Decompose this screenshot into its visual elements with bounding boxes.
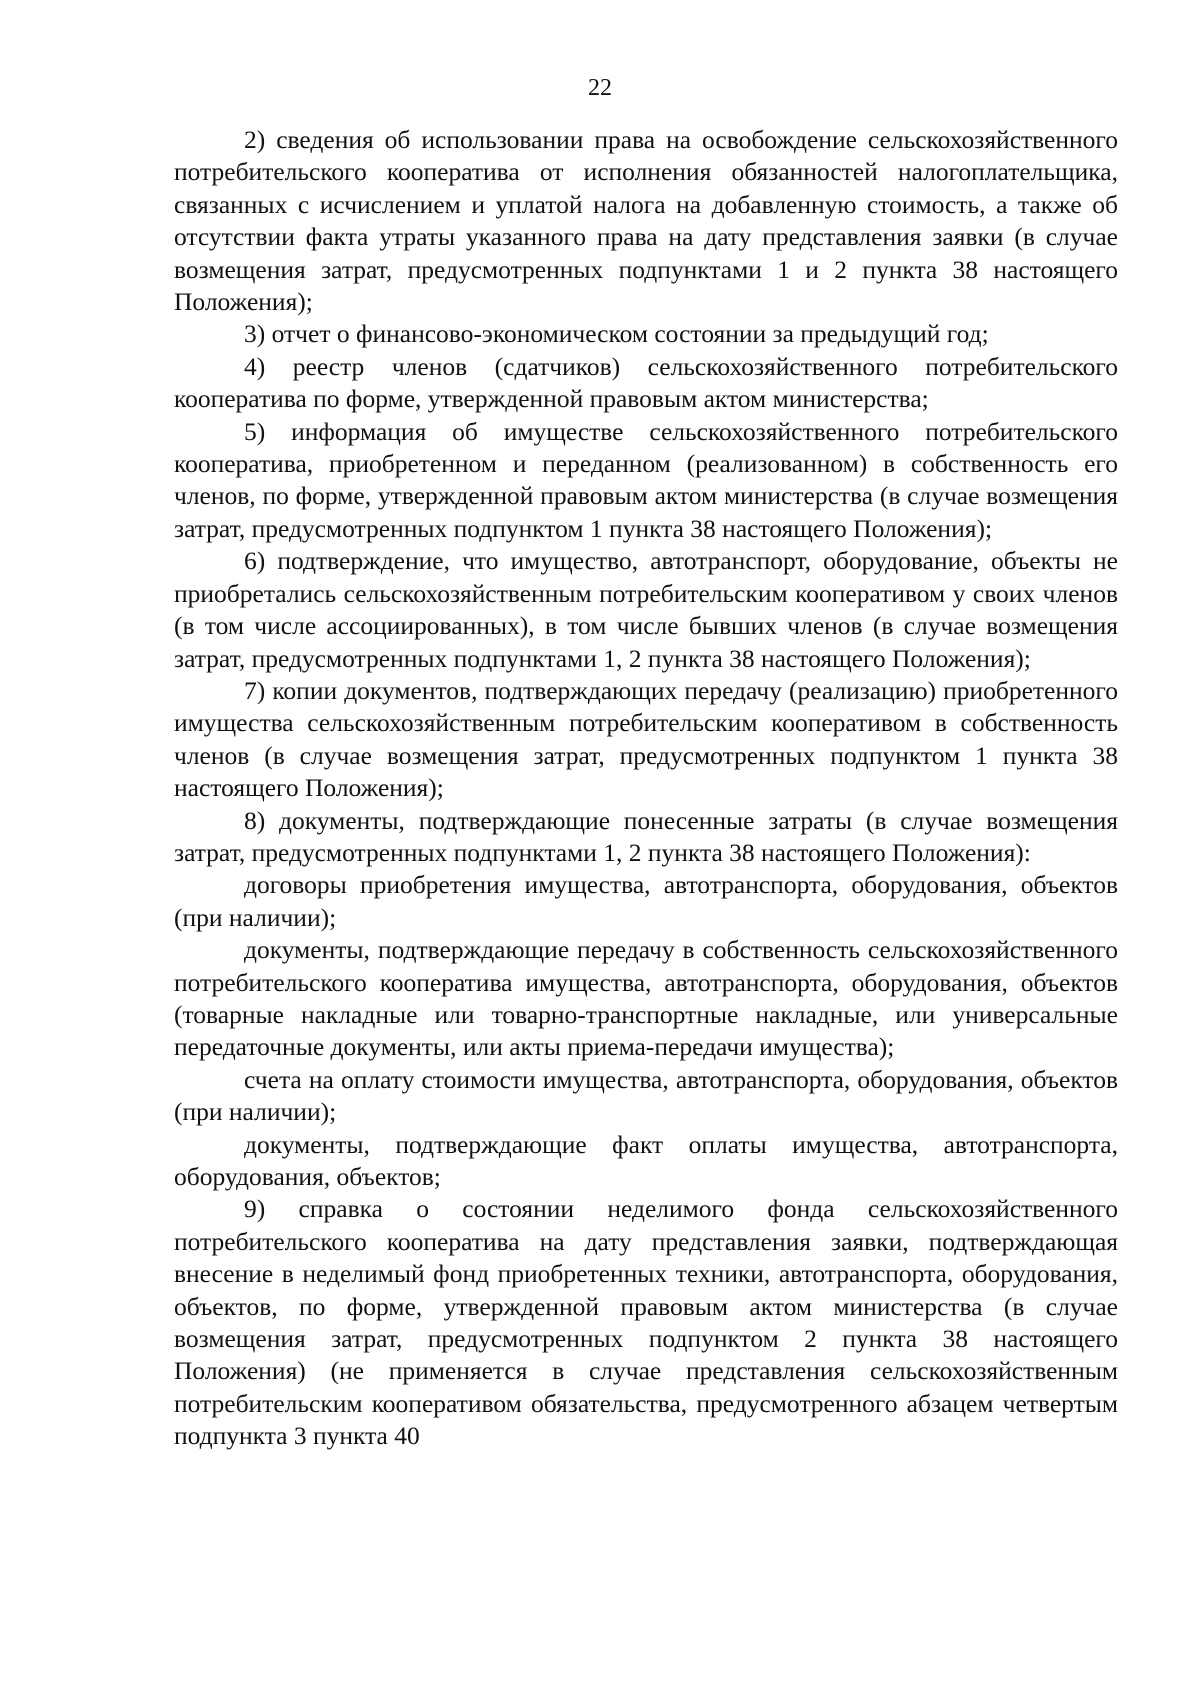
page-number: 22 <box>588 75 612 101</box>
paragraph-payment-documents: документы, подтверждающие факт оплаты имущества, автотранспорта, оборудования, объектов; <box>174 1129 1118 1191</box>
paragraph-invoices: счета на оплату стоимости имущества, автотранспорта, оборудования, объектов (при наличии); <box>174 1064 1118 1127</box>
paragraph-item-6: 6) подтверждение, что имущество, автотранспорт, оборудование, объекты не приобретались сельскохозяйственным потребительским кооперативом у своих членов (в том числе ассоциированных), в том числе бывших членов (в случае возмещения затрат, предусмотренных подпунктами 1, 2 пункта 38 настоящего Положения); <box>174 546 1118 673</box>
paragraph-item-3: 3) отчет о финансово-экономическом состоянии за предыдущий год; <box>244 319 989 349</box>
paragraph-transfer-documents: документы, подтверждающие передачу в собственность сельскохозяйственного потребительского кооператива имущества, автотранспорта, оборудования, объектов (товарные накладные или товарно-транспортные накладные, или универсальные передаточные документы, или акты приема-передачи имущества); <box>174 935 1118 1062</box>
paragraph-item-8: 8) документы, подтверждающие понесенные затраты (в случае возмещения затрат, предусмотренных подпунктами 1, 2 пункта 38 настоящего Положения): <box>174 805 1118 867</box>
paragraph-item-9: 9) справка о состоянии неделимого фонда сельскохозяйственного потребительского кооператива на дату представления заявки, подтверждающая внесение в неделимый фонд приобретенных техники, автотранспорта, оборудования, объектов, по форме, утвержденной правовым актом министерства (в случае возмещения затрат, предусмотренных подпунктом 2 пункта 38 настоящего Положения) (не применяется в случае представления сельскохозяйственным потребительским кооперативом обязательства, предусмотренного абзацем четвертым подпункта 3 пункта 40 <box>174 1194 1118 1451</box>
paragraph-item-5: 5) информация об имуществе сельскохозяйственного потребительского кооператива, приобретенном и переданном (реализованном) в собственность его членов, по форме, утвержденной правовым актом министерства (в случае возмещения затрат, предусмотренных подпунктом 1 пункта 38 настоящего Положения); <box>174 416 1118 543</box>
paragraph-item-7: 7) копии документов, подтверждающих передачу (реализацию) приобретенного имущества сельскохозяйственным потребительским кооперативом в собственность членов (в случае возмещения затрат, предусмотренных подпунктом 1 пункта 38 настоящего Положения); <box>174 675 1118 803</box>
paragraph-item-4: 4) реестр членов (сдатчиков) сельскохозяйственного потребительского кооператива по форме, утвержденной правовым актом министерства; <box>174 351 1118 414</box>
paragraph-item-2: 2) сведения об использовании права на освобождение сельскохозяйственного потребительского кооператива от исполнения обязанностей налогоплательщика, связанных с исчислением и уплатой налога на добавленную стоимость, а также об отсутствии факта утраты указанного права на дату представления заявки (в случае возмещения затрат, предусмотренных подпунктами 1 и 2 пункта 38 настоящего Положения); <box>174 125 1118 317</box>
paragraph-contracts: договоры приобретения имущества, автотранспорта, оборудования, объектов (при наличии); <box>174 870 1118 932</box>
document-body <box>174 124 1118 1453</box>
